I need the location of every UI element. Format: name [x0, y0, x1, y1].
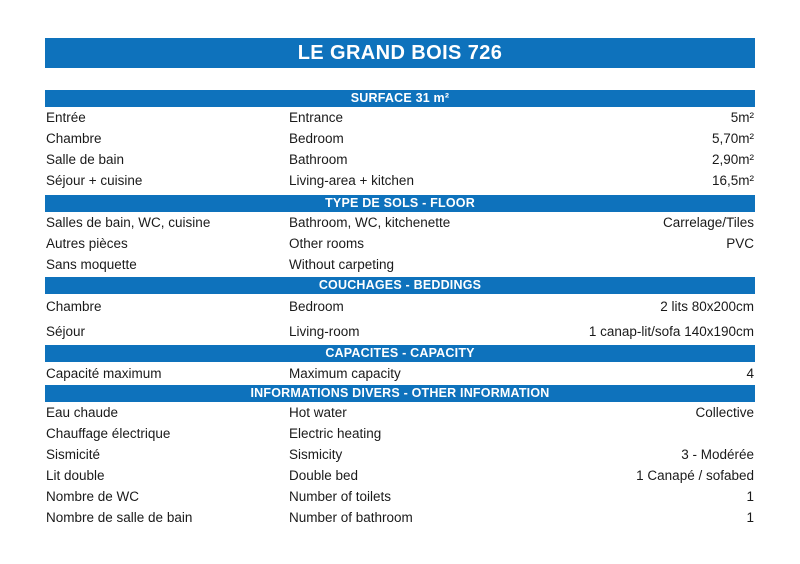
- label-en: Living-area + kitchen: [289, 173, 414, 188]
- section-other-information: [45, 385, 755, 528]
- value: 4: [746, 365, 754, 381]
- section-header-other-information: INFORMATIONS DIVERS - OTHER INFORMATION: [45, 385, 755, 402]
- section-floor: [45, 195, 755, 275]
- table-row: [45, 254, 755, 275]
- section-beddings: [45, 277, 755, 344]
- table-row: [45, 170, 755, 191]
- label-fr: Chauffage électrique: [46, 426, 171, 441]
- label-fr: Nombre de salle de bain: [46, 510, 193, 525]
- table-row: [45, 507, 755, 528]
- spec-sheet-content: [45, 38, 755, 528]
- section-header-surface: SURFACE 31 m²: [45, 90, 755, 107]
- section-surface: [45, 90, 755, 191]
- label-en: Living-room: [289, 324, 360, 339]
- table-row: [45, 319, 755, 344]
- table-row: [45, 149, 755, 170]
- label-fr: Salle de bain: [46, 152, 125, 167]
- section-header-capacity: CAPACITES - CAPACITY: [45, 345, 755, 362]
- label-fr: Nombre de WC: [46, 489, 140, 504]
- table-row: [45, 233, 755, 254]
- label-en: Sismicity: [289, 447, 343, 462]
- label-en: Electric heating: [289, 426, 382, 441]
- label-fr: Sans moquette: [46, 257, 137, 272]
- table-row: [45, 294, 755, 319]
- section-header-beddings: COUCHAGES - BEDDINGS: [45, 277, 755, 294]
- table-row: [45, 423, 755, 444]
- section-capacity: [45, 345, 755, 384]
- table-row: [45, 212, 755, 233]
- label-en: Hot water: [289, 405, 347, 420]
- value: PVC: [726, 236, 754, 251]
- value: 3 - Modérée: [681, 447, 754, 462]
- value: 5,70m²: [711, 131, 754, 146]
- label-en: Other rooms: [289, 236, 365, 251]
- page-title: LE GRAND BOIS 726: [297, 41, 503, 64]
- label-en: Bedroom: [289, 299, 344, 314]
- value: 1 Canapé / sofabed: [636, 468, 754, 483]
- label-fr: Capacité maximum: [46, 365, 162, 381]
- value: 2 lits 80x200cm: [660, 299, 754, 314]
- label-en: Bathroom: [289, 152, 348, 167]
- section-header-floor: TYPE DE SOLS - FLOOR: [45, 195, 755, 212]
- label-fr: Entrée: [46, 110, 86, 125]
- label-fr: Sismicité: [46, 447, 101, 462]
- label-fr: Séjour: [46, 324, 86, 339]
- value: 1: [746, 489, 754, 504]
- label-fr: Eau chaude: [46, 405, 119, 420]
- label-en: Number of toilets: [289, 489, 392, 504]
- value: 1: [746, 510, 754, 525]
- label-fr: Salles de bain, WC, cuisine: [46, 215, 211, 230]
- table-row: [45, 107, 755, 128]
- table-row: [45, 128, 755, 149]
- label-en: Number of bathroom: [289, 510, 413, 525]
- label-en: Double bed: [289, 468, 359, 483]
- table-row: [45, 444, 755, 465]
- table-row: [45, 486, 755, 507]
- label-en: Bedroom: [289, 131, 344, 146]
- label-fr: Lit double: [46, 468, 105, 483]
- label-en: Bathroom, WC, kitchenette: [289, 215, 451, 230]
- value: 5m²: [730, 110, 754, 125]
- label-en: Maximum capacity: [289, 365, 401, 381]
- label-fr: Chambre: [46, 131, 102, 146]
- value: Carrelage/Tiles: [662, 215, 754, 230]
- value: 2,90m²: [711, 152, 754, 167]
- value: Collective: [695, 405, 754, 420]
- table-row: [45, 402, 755, 423]
- value: 16,5m²: [711, 173, 754, 188]
- title-bar: [45, 38, 755, 68]
- value: 1 canap-lit/sofa 140x190cm: [588, 324, 754, 339]
- table-row: [45, 465, 755, 486]
- label-fr: Séjour + cuisine: [46, 173, 143, 188]
- label-fr: Autres pièces: [46, 236, 128, 251]
- label-en: Entrance: [289, 110, 344, 125]
- label-fr: Chambre: [46, 299, 102, 314]
- table-row: [45, 362, 755, 384]
- label-en: Without carpeting: [289, 257, 395, 272]
